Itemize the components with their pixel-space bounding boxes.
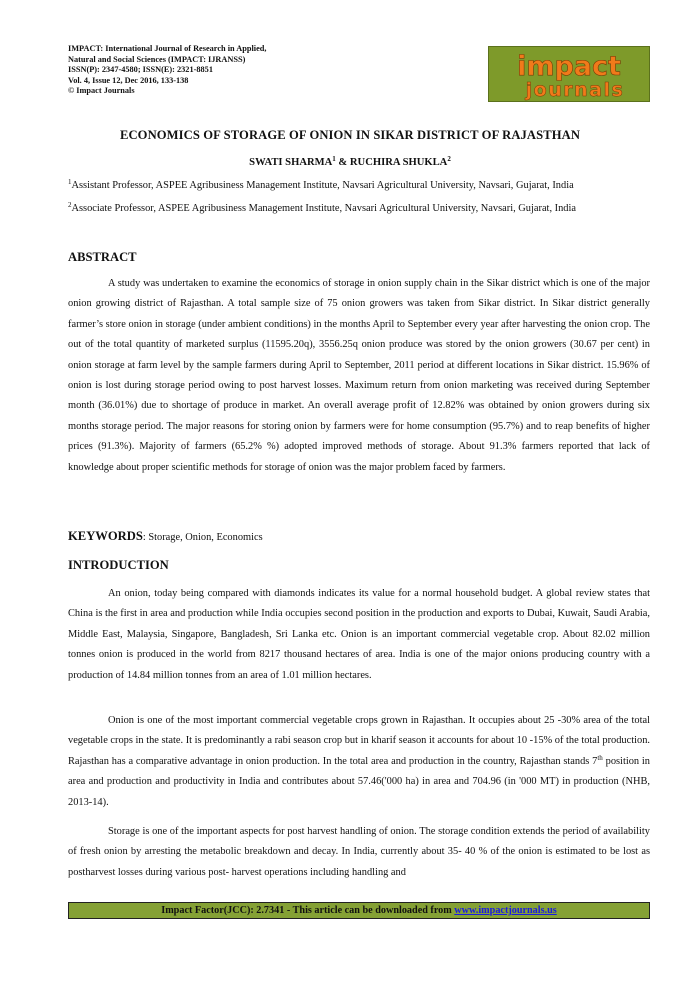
introduction-paragraph-3: Storage is one of the important aspects for post harvest handling of onion. The storage condition extends the period of availability of fresh onion by arresting the metabolic breakdown and decay. In India, currently about 35- 40 % of the onion is estimated to be lost as postharvest losses during various post- harvest operations including handling and bbox=[68, 826, 650, 878]
journal-volume: Vol. 4, Issue 12, Dec 2016, 133-138 bbox=[68, 75, 189, 85]
affiliation-2-superscript: 2 bbox=[68, 201, 72, 209]
authors bbox=[0, 157, 700, 168]
paragraph-2-text-b: position in area and production and productivity in India and contributes about 57.46('000 ha) in area and 704.96 (in '000 MT) in production (NHB, 2013-14). bbox=[68, 755, 650, 808]
affiliation-1-text: Assistant Professor, ASPEE Agribusiness Management Institute, Navsari Agricultural University, Navsari, Gujarat, India bbox=[71, 180, 574, 191]
affiliation-1-superscript: 1 bbox=[68, 178, 72, 186]
paper-title: ECONOMICS OF STORAGE OF ONION IN SIKAR DISTRICT OF RAJASTHAN bbox=[119, 128, 581, 142]
author-separator: & bbox=[335, 157, 350, 168]
keywords-label: KEYWORDS bbox=[68, 529, 143, 543]
paragraph-2-text-a: Onion is one of the most important commercial vegetable crops grown in Rajasthan. It occupies about 25 -30% area of the total vegetable crops in the state. It is predominantly a rabi season crop but in kharif season it accounts for about 10 -15% of the total production. Rajasthan has a comparative advantage in onion production. In the total area and production in the country, Rajasthan stands 7 bbox=[68, 715, 651, 767]
affiliation-2-text: Associate Professor, ASPEE Agribusiness Management Institute, Navsari Agricultural University, Navsari, Gujarat, India bbox=[71, 203, 576, 214]
introduction-paragraph-2 bbox=[68, 711, 650, 813]
author-1: SWATI SHARMA bbox=[249, 157, 333, 168]
affiliation-1 bbox=[68, 180, 654, 191]
abstract-text: A study was undertaken to examine the economics of storage in onion supply chain in the Sikar district which is one of the major onion growing district of Rajasthan. A total sample size of 75 onion growers was taken from Sikar district. In Sikar district generally farmer’s store onion in storage (under ambient conditions) in the months April to September every year after harvesting the onion crop. The out of the total quantity of marketed surplus (11595.20q), 3556.25q onion produce was stored by the onion growers (30.67 per cent) in onion storage at farm level by the sample farmers during April to September, 2011 period at different locations in Sikar district. 15.96% of onion is lost during storage period owing to post harvest losses. Maximum return from onion marketing was received during September month (36.01%) due to shortage of produce in market. An overall average profit of 12.82% was obtained by onion growers during six months storage period. The major reasons for storing onion by farmers were for home consumption (95.7%) and to reap benefits of higher prices (91.3%). Majority of farmers (65.2% %) adopted improved methods of storage. About 91.3% farmers reported that lack of knowledge about proper scientific methods for storage of onion was the major problem faced by farmers. bbox=[68, 278, 650, 473]
author-1-superscript: 1 bbox=[332, 155, 336, 163]
footer-banner bbox=[68, 902, 650, 919]
footer-text: Impact Factor(JCC): 2.7341 - This article can be downloaded from bbox=[161, 905, 455, 916]
paragraph-2-superscript: th bbox=[597, 753, 603, 762]
abstract-heading: ABSTRACT bbox=[68, 250, 137, 264]
impact-journals-logo bbox=[488, 46, 650, 102]
journal-name-line1: IMPACT: International Journal of Research in Applied, bbox=[68, 44, 267, 53]
logo-word-impact: impact bbox=[517, 51, 621, 82]
author-2-superscript: 2 bbox=[447, 155, 451, 163]
keywords bbox=[68, 529, 263, 544]
journal-issn: ISSN(P): 2347-4580; ISSN(E): 2321-8851 bbox=[68, 65, 213, 74]
affiliation-2 bbox=[68, 203, 654, 214]
journal-info bbox=[68, 44, 368, 97]
journal-name-line2: Natural and Social Sciences (IMPACT: IJRANSS) bbox=[68, 54, 246, 64]
introduction-heading: INTRODUCTION bbox=[68, 558, 169, 572]
keywords-text: : Storage, Onion, Economics bbox=[142, 532, 263, 543]
journal-copyright: © Impact Journals bbox=[68, 86, 135, 95]
author-2: RUCHIRA SHUKLA bbox=[349, 157, 448, 168]
logo-word-journals: journals bbox=[525, 79, 625, 101]
footer-website-link[interactable]: www.impactjournals.us bbox=[454, 905, 557, 916]
introduction-paragraph-1: An onion, today being compared with diamonds indicates its value for a normal household budget. A global review states that China is the first in area and production while India occupies second position in the production and exports to Dubai, Kuwait, Saudi Arabia, Middle East, Malaysia, Singapore, Bangladesh, Sri Lanka etc. Onion is an important commercial vegetable crop. About 82.02 million tonnes onion is produced in the world from 8217 thousand hectares of area. India is one of the major onions producing country with a production of 14.84 million tonnes from an area of 1.01 million hectares. bbox=[68, 588, 650, 681]
